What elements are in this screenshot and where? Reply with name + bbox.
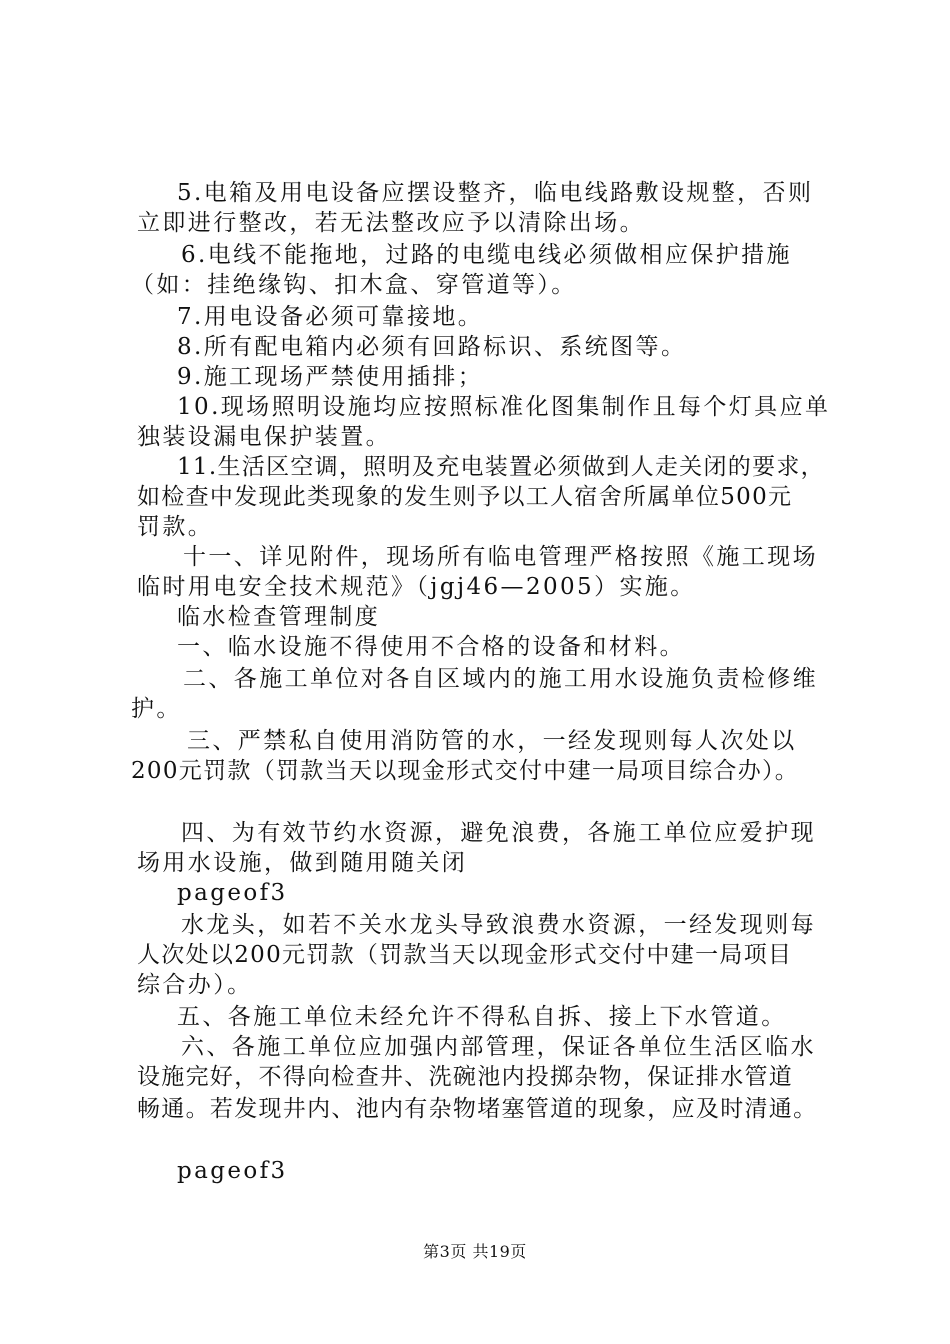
page-marker: pageof3 [177,880,288,906]
paragraph-line: 五、各施工单位未经允许不得私自拆、接上下水管道。 [177,1004,787,1030]
paragraph-line: 综合办）。 [137,972,253,998]
paragraph-line: 四、为有效节约水资源，避免浪费，各施工单位应爱护现 [181,820,816,846]
page-footer: 第3页 共19页 [423,1242,527,1261]
paragraph-line: 独装设漏电保护装置。 [137,424,391,450]
paragraph-line: 水龙头，如若不关水龙头导致浪费水资源，一经发现则每 [181,912,816,938]
page-marker: pageof3 [177,1158,288,1184]
paragraph-line: 设施完好，不得向检查井、洗碗池内投掷杂物，保证排水管道 [137,1064,794,1090]
paragraph-line: 畅通。若发现井内、池内有杂物堵塞管道的现象，应及时清通。 [137,1096,818,1122]
paragraph-line: 200元罚款（罚款当天以现金形式交付中建一局项目综合办）。 [131,758,800,784]
paragraph-line: 场用水设施，做到随用随关闭 [137,850,468,876]
paragraph-line: 人次处以200元罚款（罚款当天以现金形式交付中建一局项目 [137,942,793,968]
paragraph-line: 六、各施工单位应加强内部管理，保证各单位生活区临水 [181,1034,816,1060]
paragraph-line: 11.生活区空调，照明及充电装置必须做到人走关闭的要求， [177,454,825,480]
paragraph-line: 护。 [131,696,182,722]
paragraph-line: 立即进行整改，若无法整改应予以清除出场。 [137,210,645,236]
paragraph-line: （如：挂绝缘钩、扣木盒、穿管道等）。 [131,272,577,298]
paragraph-line: 临时用电安全技术规范》（jgj46—2005）实施。 [137,574,696,600]
paragraph-line: 10.现场照明设施均应按照标准化图集制作且每个灯具应单 [177,394,831,420]
paragraph-line: 6.电线不能拖地，过路的电缆电线必须做相应保护措施 [181,242,792,268]
paragraph-line: 7.用电设备必须可靠接地。 [177,304,484,330]
paragraph-line: 8.所有配电箱内必须有回路标识、系统图等。 [177,334,687,360]
paragraph-line: 如检查中发现此类现象的发生则予以工人宿舍所属单位500元 [137,484,793,510]
paragraph-line: 一、临水设施不得使用不合格的设备和材料。 [177,634,685,660]
paragraph-line: 三、严禁私自使用消防管的水，一经发现则每人次处以 [187,728,797,754]
paragraph-line: 罚款。 [137,514,214,540]
paragraph-line: 9.施工现场严禁使用插排； [177,364,484,390]
section-heading: 临水检查管理制度 [177,604,381,630]
paragraph-line: 十一、详见附件，现场所有临电管理严格按照《施工现场 [183,544,818,570]
paragraph-line: 二、各施工单位对各自区域内的施工用水设施负责检修维 [183,666,818,692]
paragraph-line: 5.电箱及用电设备应摆设整齐，临电线路敷设规整，否则 [177,180,814,206]
